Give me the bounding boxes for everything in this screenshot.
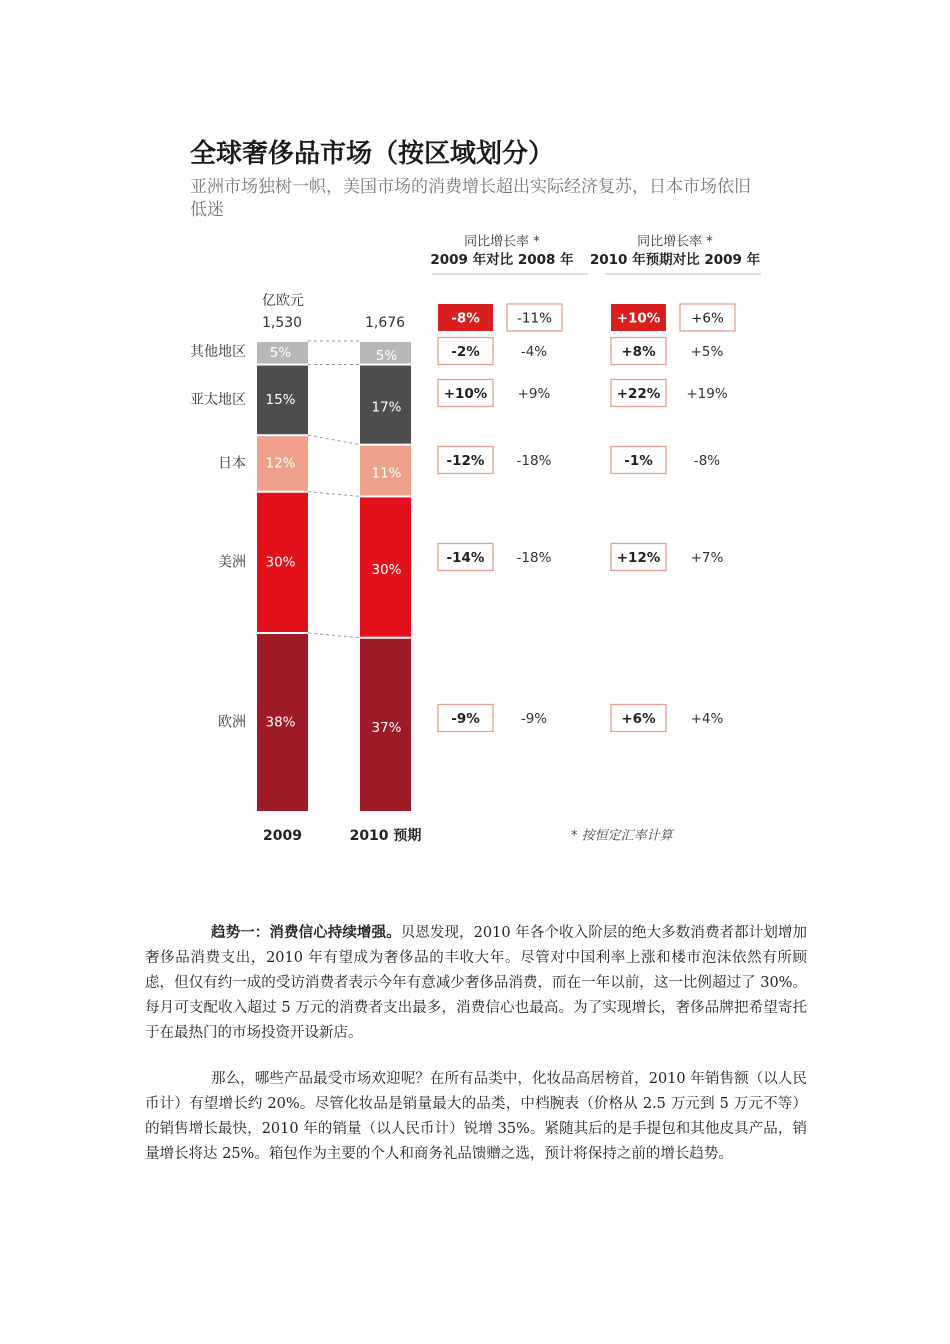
region-label: 其他地区 <box>190 343 246 360</box>
trend-heading: 趋势一：消费信心持续增强。 <box>211 924 401 941</box>
bar-connector-line <box>308 492 360 497</box>
bar-connector-line <box>308 435 360 444</box>
x-tick-label: 2009 <box>263 828 302 844</box>
bar-total-label: 1,676 <box>365 315 406 331</box>
growth-boxed-value: +12% <box>616 550 661 566</box>
article-paragraph-1 <box>145 920 807 1046</box>
segment-value-label: 30% <box>265 554 296 571</box>
x-tick-label: 2010 预期 <box>349 828 422 844</box>
growth-boxed-value: +6% <box>621 711 656 727</box>
segment-value-label: 38% <box>265 714 296 731</box>
segment-value-label: 11% <box>371 465 402 482</box>
growth-header-line1: 同比增长率 * <box>464 234 540 250</box>
growth-boxed-value: -2% <box>451 344 480 360</box>
growth-plain-value: +4% <box>690 711 724 727</box>
growth-boxed-value: +22% <box>616 386 661 402</box>
growth-plain-value: +9% <box>517 386 551 402</box>
segment-value-label: 5% <box>269 344 292 361</box>
region-label: 日本 <box>218 455 246 472</box>
growth-boxed-value: +8% <box>621 344 656 360</box>
growth-plain-value: -18% <box>516 550 552 566</box>
growth-header-line2: 2009 年对比 2008 年 <box>430 252 574 268</box>
growth-header-line2: 2010 年预期对比 2009 年 <box>589 252 761 268</box>
growth-plain-value: +19% <box>686 386 728 402</box>
growth-header-line1: 同比增长率 * <box>637 234 713 250</box>
growth-total-value: +10% <box>616 310 661 327</box>
segment-value-label: 12% <box>265 455 296 472</box>
segment-value-label: 17% <box>371 399 402 416</box>
chart-subtitle: 亚洲市场独树一帜，美国市场的消费增长超出实际经济复苏，日本市场依旧低迷 <box>190 177 751 220</box>
growth-boxed-value: +10% <box>443 386 488 402</box>
chart-footnote: * 按恒定汇率计算 <box>571 828 673 844</box>
segment-value-label: 37% <box>371 719 402 736</box>
segment-value-label: 30% <box>371 562 402 579</box>
region-label: 美洲 <box>218 554 246 571</box>
growth-plain-value: -9% <box>520 711 548 727</box>
region-label: 欧洲 <box>218 714 246 731</box>
growth-plain-value: -4% <box>520 344 548 360</box>
growth-boxed-value: -1% <box>624 453 653 469</box>
bar-total-label: 1,530 <box>262 315 303 331</box>
unit-label: 亿欧元 <box>262 293 304 309</box>
segment-value-label: 15% <box>265 391 296 408</box>
growth-total-plain-value: -11% <box>517 310 552 327</box>
segment-value-label: 5% <box>375 347 398 364</box>
growth-total-plain-value: +6% <box>691 310 724 327</box>
growth-plain-value: +7% <box>690 550 724 566</box>
paragraph-1-body: 贝恩发现，2010 年各个收入阶层的绝大多数消费者都计划增加奢侈品消费支出，2010 年有望成为奢侈品的丰收大年。尽管对中国利率上涨和楼市泡沫依然有所顾虑，但仅有约一成的受访消费者表示今年有意减少奢侈品消费，而在一年以前，这一比例超过了 30%。每月可支配收入超过 5 万元的消费者支出最多，消费信心也最高。为了实现增长，奢侈品牌把希望寄托于在最热门的市场投资开设新店。 <box>145 925 808 1041</box>
growth-boxed-value: -12% <box>446 453 485 469</box>
growth-plain-value: -18% <box>516 453 552 469</box>
article-paragraph-2: 那么，哪些产品最受市场欢迎呢？在所有品类中，化妆品高居榜首，2010 年销售额（以人民币计）有望增长约 20%。尽管化妆品是销量最大的品类，中档腕表（价格从 2.5 万元到 5 万元不等）的销售增长最快，2010 年的销量（以人民币计）锐增 35%。紧随其后的是手提包和其他皮具产品，销量增长将达 25%。箱包作为主要的个人和商务礼品馈赠之选，预计将保持之前的增长趋势。 <box>145 1071 807 1162</box>
region-label: 亚太地区 <box>190 391 246 408</box>
growth-plain-value: -8% <box>693 453 721 469</box>
bar-connector-line <box>308 633 360 638</box>
chart-title: 全球奢侈品市场（按区域划分） <box>190 139 555 169</box>
growth-plain-value: +5% <box>690 344 724 360</box>
growth-boxed-value: -14% <box>446 550 485 566</box>
growth-total-value: -8% <box>451 310 480 327</box>
growth-boxed-value: -9% <box>451 711 480 727</box>
